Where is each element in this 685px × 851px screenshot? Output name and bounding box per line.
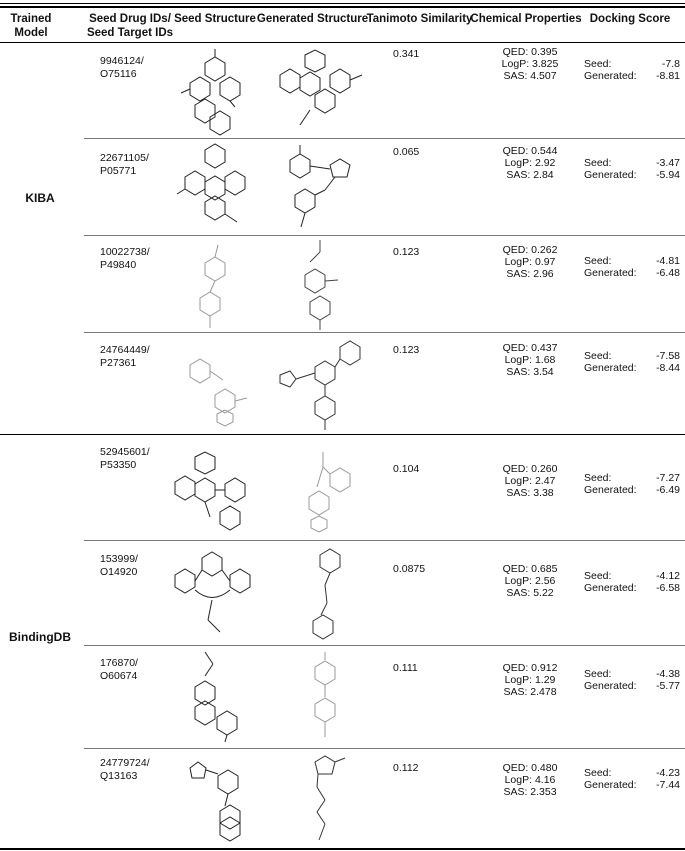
qed-value: QED: 0.437: [502, 342, 558, 354]
seed-score: -4.38: [656, 668, 680, 680]
seed-score: -7.58: [656, 350, 680, 362]
generated-score: -6.48: [656, 267, 680, 279]
similarity-value: 0.341: [393, 48, 420, 60]
qed-value: QED: 0.685: [502, 563, 558, 575]
header-properties: Chemical Properties: [470, 13, 582, 25]
seed-label: Seed:: [584, 58, 612, 70]
docking-score: [584, 668, 680, 692]
generated-structure-image: [275, 145, 365, 230]
generated-label: Generated:: [584, 779, 637, 791]
chemical-properties: [475, 662, 585, 698]
generated-structure-image: [295, 553, 355, 638]
docking-score: [584, 767, 680, 791]
model-label-kiba: KIBA: [25, 191, 55, 205]
top-rule: [0, 3, 685, 4]
docking-score: [584, 472, 680, 496]
seed-label: Seed:: [584, 767, 612, 779]
table-row-ids: [100, 757, 180, 783]
sas-value: SAS: 3.54: [506, 366, 554, 378]
similarity-value: 0.065: [393, 146, 420, 158]
row-separator: [84, 645, 685, 646]
sas-value: SAS: 4.507: [503, 70, 557, 82]
target-id: O75116: [100, 68, 137, 80]
logp-value: LogP: 3.825: [501, 58, 559, 70]
generated-label: Generated:: [584, 267, 637, 279]
generated-score: -5.77: [656, 680, 680, 692]
header-similarity: Tanimoto Similarity: [366, 13, 473, 25]
logp-value: LogP: 2.56: [504, 575, 556, 587]
drug-id: 52945601/: [100, 446, 150, 458]
table-row-ids: [100, 446, 180, 472]
qed-value: QED: 0.395: [502, 46, 558, 58]
seed-label: Seed:: [584, 472, 612, 484]
docking-score: [584, 570, 680, 594]
header-model-line2: Model: [14, 27, 48, 39]
generated-structure-image: [270, 337, 370, 432]
table-row-ids: [100, 246, 180, 272]
sas-value: SAS: 2.96: [506, 268, 554, 280]
sas-value: SAS: 2.84: [506, 169, 554, 181]
seed-score: -4.81: [656, 255, 680, 267]
seed-label: Seed:: [584, 157, 612, 169]
qed-value: QED: 0.480: [502, 762, 558, 774]
generated-score: -7.44: [656, 779, 680, 791]
header-ids-line1: Seed Drug IDs/: [89, 13, 171, 25]
target-id: P49840: [100, 259, 137, 271]
similarity-value: 0.0875: [393, 563, 426, 575]
qed-value: QED: 0.912: [502, 662, 558, 674]
logp-value: LogP: 1.68: [504, 354, 556, 366]
top-rule-2: [0, 6, 685, 8]
row-separator: [84, 138, 685, 139]
generated-structure-image: [270, 50, 370, 130]
seed-label: Seed:: [584, 668, 612, 680]
seed-structure-image: [175, 45, 255, 135]
chemical-properties: [475, 563, 585, 599]
similarity-value: 0.123: [393, 344, 420, 356]
generated-label: Generated:: [584, 680, 637, 692]
chemical-properties: [475, 46, 585, 82]
drug-id: 10022738/: [100, 246, 150, 258]
generated-label: Generated:: [584, 484, 637, 496]
docking-score: [584, 58, 680, 82]
sas-value: SAS: 3.38: [506, 487, 554, 499]
docking-score: [584, 255, 680, 279]
seed-structure-image: [185, 350, 255, 430]
seed-score: -4.23: [656, 767, 680, 779]
row-separator: [84, 235, 685, 236]
chemical-properties: [475, 762, 585, 798]
generated-label: Generated:: [584, 70, 637, 82]
qed-value: QED: 0.544: [502, 145, 558, 157]
target-id: Q13163: [100, 770, 138, 782]
generated-score: -6.58: [656, 582, 680, 594]
header-model-line1: Trained: [10, 13, 52, 25]
generated-score: -8.81: [656, 70, 680, 82]
sas-value: SAS: 2.353: [503, 786, 557, 798]
generated-label: Generated:: [584, 362, 637, 374]
chemical-properties: [475, 244, 585, 280]
docking-score: [584, 157, 680, 181]
target-id: P53350: [100, 459, 137, 471]
similarity-value: 0.123: [393, 246, 420, 258]
seed-label: Seed:: [584, 350, 612, 362]
group-separator: [0, 434, 685, 435]
drug-id: 22671105/: [100, 152, 149, 164]
header-generated-structure: Generated Structure: [256, 13, 369, 25]
header-rule: [0, 42, 685, 43]
logp-value: LogP: 4.16: [504, 774, 556, 786]
sas-value: SAS: 5.22: [506, 587, 554, 599]
docking-score: [584, 350, 680, 374]
qed-value: QED: 0.262: [502, 244, 558, 256]
model-label-bindingdb: BindingDB: [9, 630, 71, 644]
header-seed-structure: Seed Structure: [174, 13, 256, 25]
seed-structure-image: [190, 243, 240, 331]
table-row-ids: [100, 55, 180, 81]
seed-label: Seed:: [584, 570, 612, 582]
generated-structure-image: [290, 240, 350, 332]
similarity-value: 0.104: [393, 463, 420, 475]
generated-structure-image: [300, 652, 350, 742]
target-id: O14920: [100, 566, 138, 578]
generated-score: -8.44: [656, 362, 680, 374]
seed-structure-image: [175, 142, 255, 230]
logp-value: LogP: 2.92: [504, 157, 556, 169]
drug-id: 153999/: [100, 553, 138, 565]
seed-structure-image: [180, 756, 250, 844]
generated-label: Generated:: [584, 582, 637, 594]
seed-structure-image: [185, 652, 245, 742]
seed-structure-image: [170, 452, 255, 534]
logp-value: LogP: 1.29: [504, 674, 556, 686]
drug-id: 24764449/: [100, 344, 150, 356]
generated-structure-image: [295, 752, 355, 844]
header-docking: Docking Score: [589, 13, 671, 25]
target-id: P05771: [100, 165, 137, 177]
sas-value: SAS: 2.478: [503, 686, 557, 698]
header-model: [0, 12, 62, 40]
seed-score: -4.12: [656, 570, 680, 582]
similarity-value: 0.112: [393, 762, 419, 774]
chemical-properties: [475, 342, 585, 378]
drug-id: 176870/: [100, 657, 138, 669]
target-id: P27361: [100, 357, 137, 369]
logp-value: LogP: 0.97: [504, 256, 556, 268]
logp-value: LogP: 2.47: [504, 475, 556, 487]
target-id: O60674: [100, 670, 138, 682]
seed-score: -7.8: [661, 58, 680, 70]
bottom-rule: [0, 848, 685, 850]
chemical-properties: [475, 463, 585, 499]
similarity-value: 0.111: [393, 662, 418, 674]
generated-score: -6.49: [656, 484, 680, 496]
table-row-ids: [100, 657, 180, 683]
generated-score: -5.94: [656, 169, 680, 181]
drug-id: 24779724/: [100, 757, 150, 769]
row-separator: [84, 540, 685, 541]
seed-label: Seed:: [584, 255, 612, 267]
table-row-ids: [100, 344, 180, 370]
table-row-ids: [100, 553, 180, 579]
seed-structure-image: [170, 550, 255, 638]
row-separator: [84, 748, 685, 749]
row-separator: [84, 332, 685, 333]
table-row-ids: [100, 152, 180, 178]
seed-score: -7.27: [656, 472, 680, 484]
generated-label: Generated:: [584, 169, 637, 181]
qed-value: QED: 0.260: [502, 463, 558, 475]
header-ids-line2: Seed Target IDs: [86, 27, 174, 39]
seed-score: -3.47: [656, 157, 680, 169]
chemical-properties: [475, 145, 585, 181]
header-ids: [80, 12, 180, 40]
drug-id: 9946124/: [100, 55, 144, 67]
generated-structure-image: [295, 452, 355, 537]
